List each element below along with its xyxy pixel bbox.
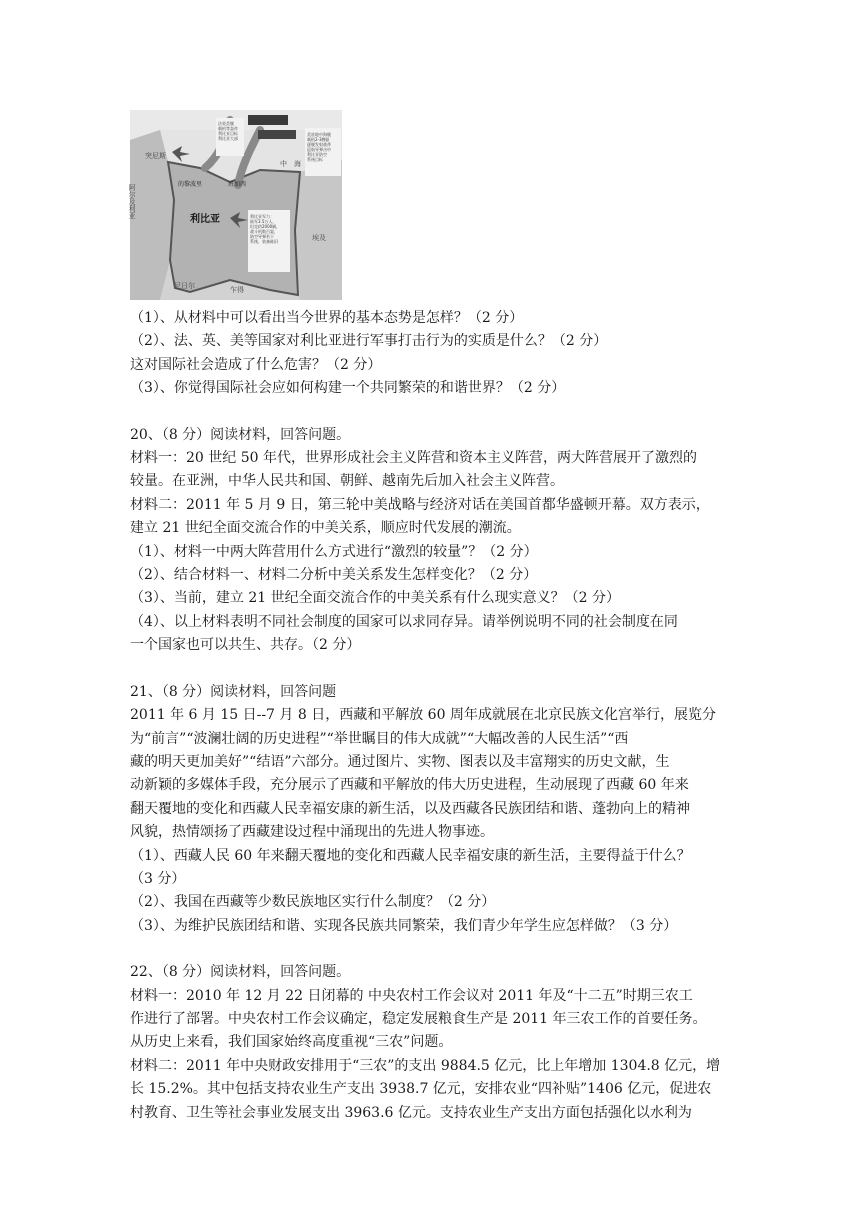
label-mediterranean: 中 海 [280, 160, 301, 168]
text-line: 材料一：2010 年 12 月 22 日闭幕的 中央农村工作会议对 2011 年及“十二五”时期三农工 [130, 987, 693, 1004]
note-1: 法英美舰载机等轰炸利比亚目标利比亚大部 [218, 121, 238, 141]
blank-line [130, 938, 742, 961]
warship-icon [248, 115, 288, 125]
text-line: （3）、为维护民族团结和谐、实现各民族共同繁荣，我们青少年学生应怎样做？（3 分） [130, 917, 678, 934]
text-line: （1）、材料一中两大阵营用什么方式进行“激烈的较量”？（2 分） [130, 543, 538, 560]
text-line: 为“前言”“波澜壮阔的历史进程”“举世瞩目的伟大成就”“大幅改善的人民生活”“西 [130, 730, 629, 747]
text-line: （3 分） [130, 870, 186, 887]
note-2: 美驻地中海舰载机2-3艘驱逐舰发射战斧巡航导弹击中利比亚防空系统目标 [307, 132, 331, 162]
label-algeria: 阿尔及利亚 [128, 184, 136, 219]
label-tunisia: 突尼斯 [145, 152, 166, 160]
text-line: （2）、我国在西藏等少数民族地区实行什么制度？（2 分） [130, 894, 496, 911]
blank-line [130, 401, 742, 424]
label-libya: 利比亚 [190, 214, 220, 225]
blank-line [130, 658, 742, 681]
text-line: （1）、西藏人民 60 年来翻天覆地的变化和西藏人民幸福安康的新生活，主要得益于什么？ [130, 847, 691, 864]
text-line: 材料二：2011 年 5 月 9 日，第三轮中美战略与经济对话在美国首都华盛顿开幕。双方表示， [130, 496, 710, 513]
document-body [130, 307, 742, 1125]
text-line: 2011 年 6 月 15 日--7 月 8 日，西藏和平解放 60 周年成就展在北京民族文化宫举行，展览分 [130, 707, 716, 724]
text-line: 建立 21 世纪全面交流合作的中美关系，顺应时代发展的潮流。 [130, 520, 521, 537]
libya-strike-map [130, 110, 342, 300]
label-egypt: 埃及 [312, 234, 326, 242]
text-line: （3）、你觉得国际社会应如何构建一个共同繁荣的和谐世界？（2 分） [130, 380, 566, 397]
text-line: 从历史上来看，我们国家始终高度重视“三农”问题。 [130, 1034, 453, 1051]
label-benghazi: 班加西 [228, 181, 247, 188]
text-line: （1）、从材料中可以看出当今世界的基本态势是怎样？（2 分） [130, 310, 524, 326]
question-21-heading: 21、（8 分）阅读材料，回答问题 [130, 683, 337, 700]
question-22-heading: 22、（8 分）阅读材料，回答问题。 [130, 964, 351, 981]
text-line: 这对国际社会造成了什么危害？（2 分） [130, 356, 382, 373]
question-20-heading: 20、（8 分）阅读材料，回答问题。 [130, 426, 351, 443]
label-chad: 乍得 [230, 286, 244, 294]
note-3: 利比亚军力：陆军3.5万人，坦克约2000辆，战斗机数百架，防空导弹若干系统，装备陈旧 [250, 214, 281, 244]
text-line: 动新颖的多媒体手段，充分展示了西藏和平解放的伟大历史进程，生动展现了西藏 60 年来 [130, 777, 689, 794]
text-line: 材料二：2011 年中央财政安排用于“三农”的支出 9884.5 亿元，比上年增加 1304.8 亿元，增 [130, 1057, 721, 1074]
text-line: （4）、以上材料表明不同社会制度的国家可以求同存异。请举例说明不同的社会制度在同 [130, 613, 678, 630]
text-line: 翻天覆地的变化和西藏人民幸福安康的新生活，以及西藏各民族团结和谐、蓬勃向上的精神 [130, 800, 690, 817]
label-niger: 尼日尔 [174, 282, 195, 290]
text-line: 一个国家也可以共生、共存。（2 分） [130, 637, 361, 654]
label-tripoli: 的黎波里 [178, 181, 203, 188]
text-line: 较量。在亚洲，中华人民共和国、朝鲜、越南先后加入社会主义阵营。 [130, 473, 564, 490]
text-line: （2）、法、英、美等国家对利比亚进行军事打击行为的实质是什么？（2 分） [130, 333, 608, 350]
text-line: 作进行了部署。中央农村工作会议确定，稳定发展粮食生产是 2011 年三农工作的首要任务。 [130, 1010, 707, 1027]
text-line: 风貌，热情颂扬了西藏建设过程中涌现出的先进人物事迹。 [130, 824, 494, 841]
text-line: （2）、结合材料一、材料二分析中美关系发生怎样变化？（2 分） [130, 567, 538, 584]
text-line: （3）、当前，建立 21 世纪全面交流合作的中美关系有什么现实意义？（2 分） [130, 590, 620, 607]
text-line: 材料一：20 世纪 50 年代，世界形成社会主义阵营和资本主义阵营，两大阵营展开了激烈的 [130, 450, 697, 467]
text-line: 长 15.2%。其中包括支持农业生产支出 3938.7 亿元，安排农业“四补贴”1406 亿元，促进农 [130, 1081, 712, 1098]
text-line: 村教育、卫生等社会事业发展支出 3963.6 亿元。支持农业生产支出方面包括强化以水利为 [130, 1104, 692, 1121]
warship-icon [258, 130, 296, 139]
text-line: 藏的明天更加美好”“结语”六部分。通过图片、实物、图表以及丰富翔实的历史文献，生 [130, 753, 670, 770]
